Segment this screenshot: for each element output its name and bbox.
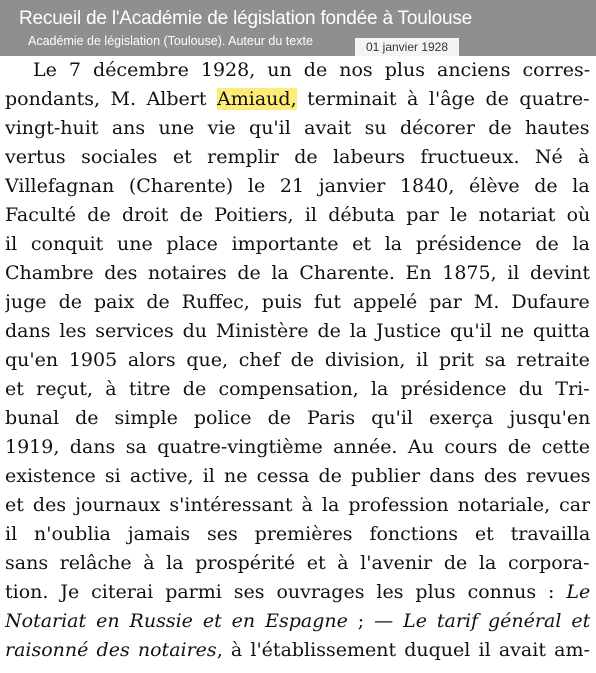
text-line (5, 317, 590, 345)
text-line (5, 520, 590, 548)
text-segment: bunal de simple police de Paris qu'il exerça jusqu'en (5, 407, 590, 429)
scanned-text-page (0, 56, 596, 673)
text-line (5, 172, 590, 200)
text-segment: Le 7 décembre 1928, un de nos plus anciens corres- (33, 59, 590, 81)
document-title[interactable]: Recueil de l'Académie de législation fondée à Toulouse (19, 8, 473, 29)
text-segment: Villefagnan (Charente) le 21 janvier 1840, élève de la (5, 175, 590, 197)
italic-text: Le (566, 581, 590, 603)
document-header (0, 0, 596, 56)
text-segment: vertus sociales et remplir de labeurs fructueux. Né à (5, 146, 590, 168)
text-segment: qu'en 1905 alors que, chef de division, il prit sa retraite (5, 349, 590, 371)
text-line (5, 201, 590, 229)
text-segment: Faculté de droit de Poitiers, il débuta par le notariat où (5, 204, 590, 226)
text-line (5, 549, 590, 577)
text-line (5, 491, 590, 519)
text-line (5, 578, 590, 606)
text-line (5, 114, 590, 142)
text-line (5, 230, 590, 258)
highlighted-term[interactable]: Amiaud, (217, 88, 297, 110)
text-segment: vingt-huit ans une vie qu'il avait su décorer de hautes (5, 117, 590, 139)
text-segment: Chambre des notaires de la Charente. En 1875, il devint (5, 262, 590, 284)
document-date-badge: 01 janvier 1928 (355, 38, 459, 56)
text-line (5, 404, 590, 432)
text-line (5, 259, 590, 287)
text-line (5, 607, 590, 635)
text-line (5, 85, 590, 113)
text-segment: ; — (347, 610, 404, 632)
text-segment: , à l'établissement duquel il avait am- (216, 639, 590, 661)
text-line (5, 636, 590, 664)
text-segment: juge de paix de Ruffec, puis fut appelé par M. Dufaure (5, 291, 590, 313)
text-segment: terminait à l'âge de quatre- (296, 88, 590, 110)
text-line (5, 462, 590, 490)
text-line (5, 346, 590, 374)
text-line (33, 56, 590, 84)
text-line (5, 288, 590, 316)
italic-text: Le tarif général et (403, 610, 590, 632)
document-author[interactable]: Académie de législation (Toulouse). Auteur du texte (28, 34, 313, 48)
text-segment: existence si active, il ne cessa de publier dans des revues (5, 465, 590, 487)
italic-text: raisonné des notaires (5, 639, 217, 661)
text-segment: sans relâche à la prospérité et à l'avenir de la corpora- (5, 552, 590, 574)
text-segment: tion. Je citerai parmi ses ouvrages les plus connus : (5, 581, 567, 603)
text-line (5, 143, 590, 171)
text-segment: et des journaux s'intéressant à la profession notariale, car (5, 494, 590, 516)
text-segment: dans les services du Ministère de la Justice qu'il ne quitta (5, 320, 590, 342)
italic-text: Notariat en Russie et en Espagne (5, 610, 348, 632)
text-segment: il n'oublia jamais ses premières fonctions et travailla (5, 523, 590, 545)
text-line (5, 375, 590, 403)
text-segment: 1919, dans sa quatre-vingtième année. Au cours de cette (5, 436, 590, 458)
text-segment: et reçut, à titre de compensation, la présidence du Tri- (5, 378, 590, 400)
text-line (5, 433, 590, 461)
text-segment: pondants, M. Albert (5, 88, 218, 110)
text-segment: il conquit une place importante et la présidence de la (5, 233, 590, 255)
